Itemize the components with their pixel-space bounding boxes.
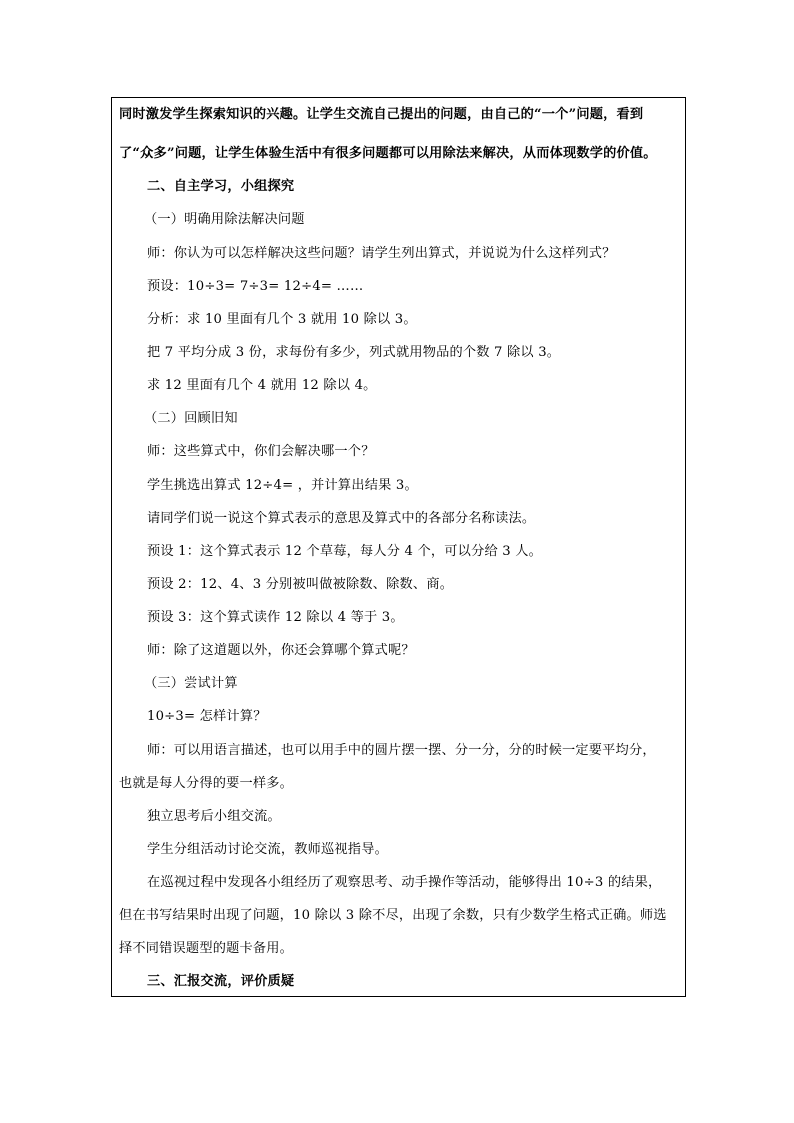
text-line-try-formula: 10÷3= 怎样计算？ bbox=[147, 709, 267, 724]
text-line-group-activity: 学生分组活动讨论交流，教师巡视指导。 bbox=[147, 842, 388, 857]
text-line-analysis-3: 求 12 里面有几个 4 就用 12 除以 4。 bbox=[147, 378, 377, 393]
text-line-observe-3: 择不同错误题型的题卡备用。 bbox=[119, 941, 294, 956]
text-line-student-select: 学生挑选出算式 12÷4= ，并计算出结果 3。 bbox=[147, 478, 418, 493]
text-line-analysis-1: 分析：求 10 里面有几个 3 就用 10 除以 3。 bbox=[147, 312, 417, 327]
text-line-observe-2: 但在书写结果时出现了问题，10 除以 3 除不尽，出现了余数，只有少数学生格式正确。师选 bbox=[119, 908, 667, 923]
text-line-teacher-question: 师：你认为可以怎样解决这些问题？请学生列出算式，并说说为什么这样列式？ bbox=[147, 246, 616, 261]
subsection-heading-3: （三）尝试计算 bbox=[144, 676, 238, 691]
subsection-heading-2: （二）回顾旧知 bbox=[144, 411, 238, 426]
content-table-cell bbox=[111, 97, 686, 997]
subsection-heading-1: （一）明确用除法解决问题 bbox=[144, 212, 305, 227]
text-line-teacher-other: 师：除了这道题以外，你还会算哪个算式呢？ bbox=[147, 643, 415, 658]
text-line-preset-2: 预设 2：12、4、3 分别被叫做被除数、除数、商。 bbox=[147, 577, 454, 592]
text-line-teacher-method-1: 师：可以用语言描述，也可以用手中的圆片摆一摆、分一分，分的时候一定要平均分， bbox=[147, 743, 656, 758]
text-line-preset-formulas: 预设：10÷3= 7÷3= 12÷4= …… bbox=[147, 279, 364, 294]
section-heading-2: 二、自主学习，小组探究 bbox=[147, 179, 295, 194]
text-line-independent: 独立思考后小组交流。 bbox=[147, 809, 281, 824]
text-line-preset-3: 预设 3：这个算式读作 12 除以 4 等于 3。 bbox=[147, 610, 404, 625]
text-line-preset-1: 预设 1：这个算式表示 12 个草莓，每人分 4 个，可以分给 3 人。 bbox=[147, 544, 542, 559]
section-heading-3: 三、汇报交流，评价质疑 bbox=[147, 974, 295, 989]
text-line-explain: 请同学们说一说这个算式表示的意思及算式中的各部分名称读法。 bbox=[147, 511, 536, 526]
text-line-observe-1: 在巡视过程中发现各小组经历了观察思考、动手操作等活动，能够得出 10÷3 的结果， bbox=[147, 875, 662, 890]
text-line-intro-1: 同时激发学生探索知识的兴趣。让学生交流自己提出的问题，由自己的“一个”问题，看到 bbox=[119, 107, 644, 122]
text-line-teacher-method-2: 也就是每人分得的要一样多。 bbox=[119, 776, 294, 791]
text-line-teacher-which: 师：这些算式中，你们会解决哪一个？ bbox=[147, 444, 375, 459]
text-line-intro-2: 了“众多”问题，让学生体验生活中有很多问题都可以用除法来解决，从而体现数学的价值。 bbox=[119, 146, 657, 161]
text-line-analysis-2: 把 7 平均分成 3 份，求每份有多少，列式就用物品的个数 7 除以 3。 bbox=[147, 345, 561, 360]
